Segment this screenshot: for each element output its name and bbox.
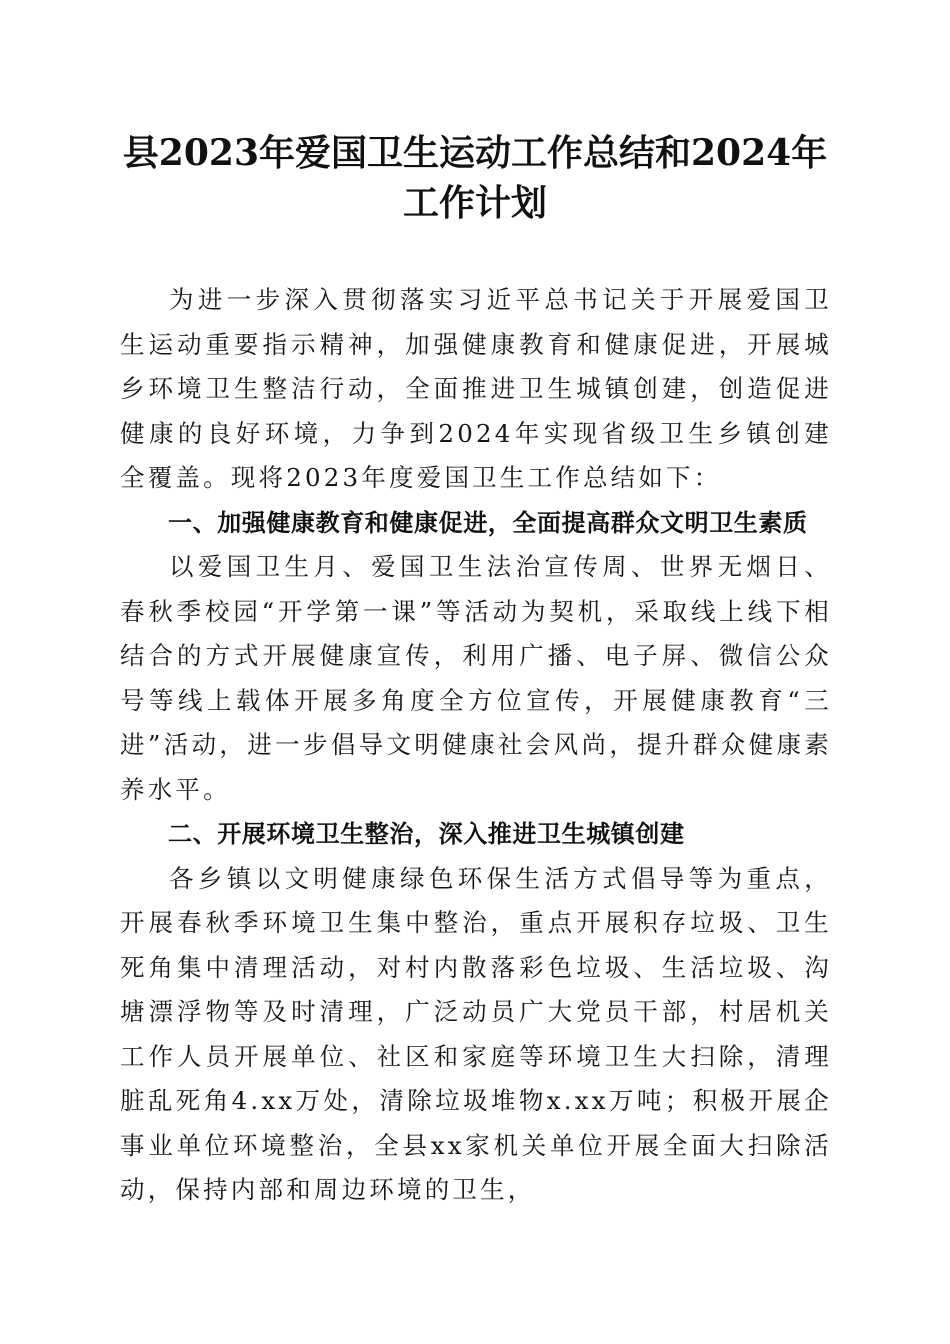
intro-paragraph: 为进一步深入贯彻落实习近平总书记关于开展爱国卫生运动重要指示精神，加强健康教育和健康促进，开展城乡环境卫生整洁行动，全面推进卫生城镇创建，创造促进健康的良好环境，力争到2024年实现省级卫生乡镇创建全覆盖。现将2023年度爱国卫生工作总结如下： — [120, 285, 832, 492]
section-1-heading: 一、加强健康教育和健康促进，全面提高群众文明卫生素质 — [168, 508, 808, 537]
document-title: 县2023年爱国卫生运动工作总结和2024年工作计划 — [122, 132, 828, 224]
section-2-heading: 二、开展环境卫生整治，深入推进卫生城镇创建 — [168, 820, 685, 848]
section-2-paragraph: 各乡镇以文明健康绿色环保生活方式倡导等为重点，开展春秋季环境卫生集中整治，重点开展积存垃圾、卫生死角集中清理活动，对村内散落彩色垃圾、生活垃圾、沟塘漂浮物等及时清理，广泛动员广大党员干部，村居机关工作人员开展单位、社区和家庭等环境卫生大扫除，清理脏乱死角4.xx万处，清除垃圾堆物x.xx万吨；积极开展企事业单位环境整治，全县xx家机关单位开展全面大扫除活动，保持内部和周边环境的卫生， — [120, 863, 832, 1204]
section-1-paragraph: 以爱国卫生月、爱国卫生法治宣传周、世界无烟日、春秋季校园“开学第一课”等活动为契机，采取线上线下相结合的方式开展健康宣传，利用广播、电子屏、微信公众号等线上载体开展多角度全方位宣传，开展健康教育“三进”活动，进一步倡导文明健康社会风尚，提升群众健康素养水平。 — [120, 552, 832, 804]
document-body — [120, 278, 832, 1213]
